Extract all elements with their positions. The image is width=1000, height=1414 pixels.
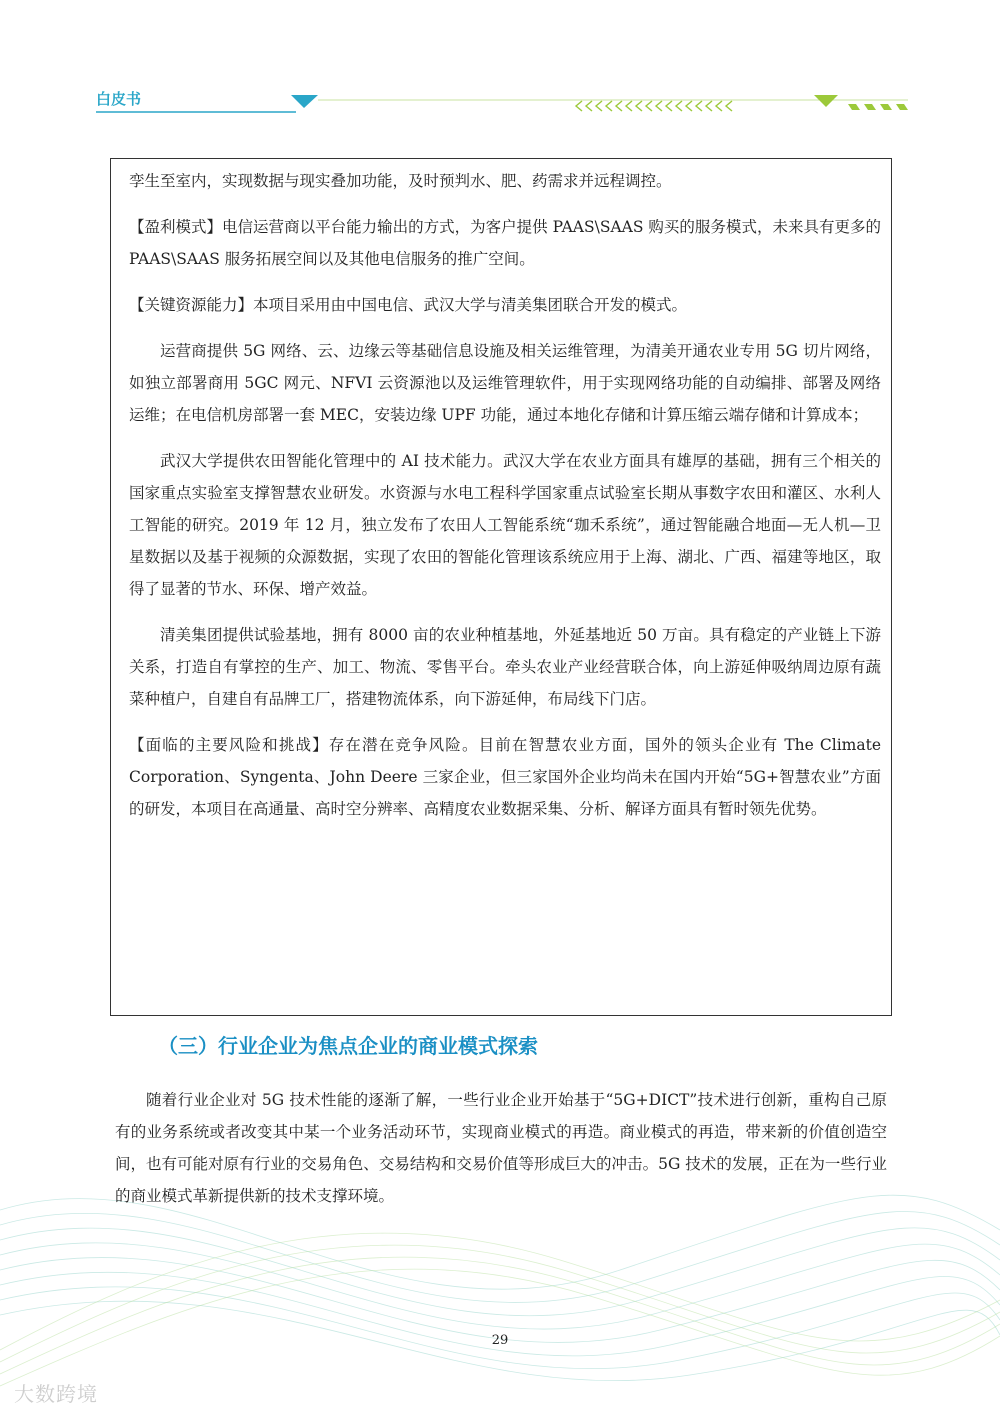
watermark-text: 大数跨境 [14,1382,98,1406]
box-paragraph-risks: 【面临的主要风险和挑战】存在潜在竞争风险。目前在智慧农业方面，国外的领头企业有 The Climate Corporation、Syngenta、John Deere 三家企业，但三家国外企业均尚未在国内开始“5G+智慧农业”方面的研发，本项目在高通量、高时空分辨率、高精度农业数据采集、分析、解译方面具有暂时领先优势。 [129,736,881,818]
section-heading: （三）行业企业为焦点企业的商业模式探索 [158,1034,538,1058]
box-paragraph-key-resources: 【关键资源能力】本项目采用由中国电信、武汉大学与清美集团联合开发的模式。 [129,296,688,314]
box-paragraph-1: 孪生至室内，实现数据与现实叠加功能，及时预判水、肥、药需求并远程调控。 [129,172,672,190]
case-study-box [110,158,892,1016]
page-number: 29 [491,1333,509,1348]
box-paragraph-qingmei-group: 清美集团提供试验基地，拥有 8000 亩的农业种植基地，外延基地近 50 万亩。具有稳定的产业链上下游关系，打造自有掌控的生产、加工、物流、零售平台。牵头农业产业经营联合体，向上游延伸吸纳周边原有蔬菜种植户，自建自有品牌工厂，搭建物流体系，向下游延伸，布局线下门店。 [129,626,881,708]
box-paragraph-operator: 运营商提供 5G 网络、云、边缘云等基础信息设施及相关运维管理，为清美开通农业专用 5G 切片网络，如独立部署商用 5GC 网元、NFVI 云资源池以及运维管理软件，用于实现网络功能的自动编排、部署及网络运维；在电信机房部署一套 MEC，安装边缘 UPF 功能，通过本地化存储和计算压缩云端存储和计算成本； [129,342,881,424]
section-body-paragraph: 随着行业企业对 5G 技术性能的逐渐了解，一些行业企业开始基于“5G+DICT”技术进行创新，重构自己原有的业务系统或者改变其中某一个业务活动环节，实现商业模式的再造。商业模式的再造，带来新的价值创造空间，也有可能对原有行业的交易角色、交易结构和交易价值等形成巨大的冲击。5G 技术的发展，正在为一些行业的商业模式革新提供新的技术支撑环境。 [115,1091,887,1205]
header-label: 白皮书 [96,90,142,108]
box-paragraph-profit-model: 【盈利模式】电信运营商以平台能力输出的方式，为客户提供 PAAS\SAAS 购买的服务模式，未来具有更多的 PAAS\SAAS 服务拓展空间以及其他电信服务的推广空间。 [129,218,881,268]
box-paragraph-wuhan-university: 武汉大学提供农田智能化管理中的 AI 技术能力。武汉大学在农业方面具有雄厚的基础，拥有三个相关的国家重点实验室支撑智慧农业研发。水资源与水电工程科学国家重点试验室长期从事数字农田和灌区、水利人工智能的研究。2019 年 12 月，独立发布了农田人工智能系统“珈禾系统”，通过智能融合地面—无人机—卫星数据以及基于视频的众源数据，实现了农田的智能化管理该系统应用于上海、湖北、广西、福建等地区，取得了显著的节水、环保、增产效益。 [129,452,881,598]
header-decoration [96,92,908,114]
